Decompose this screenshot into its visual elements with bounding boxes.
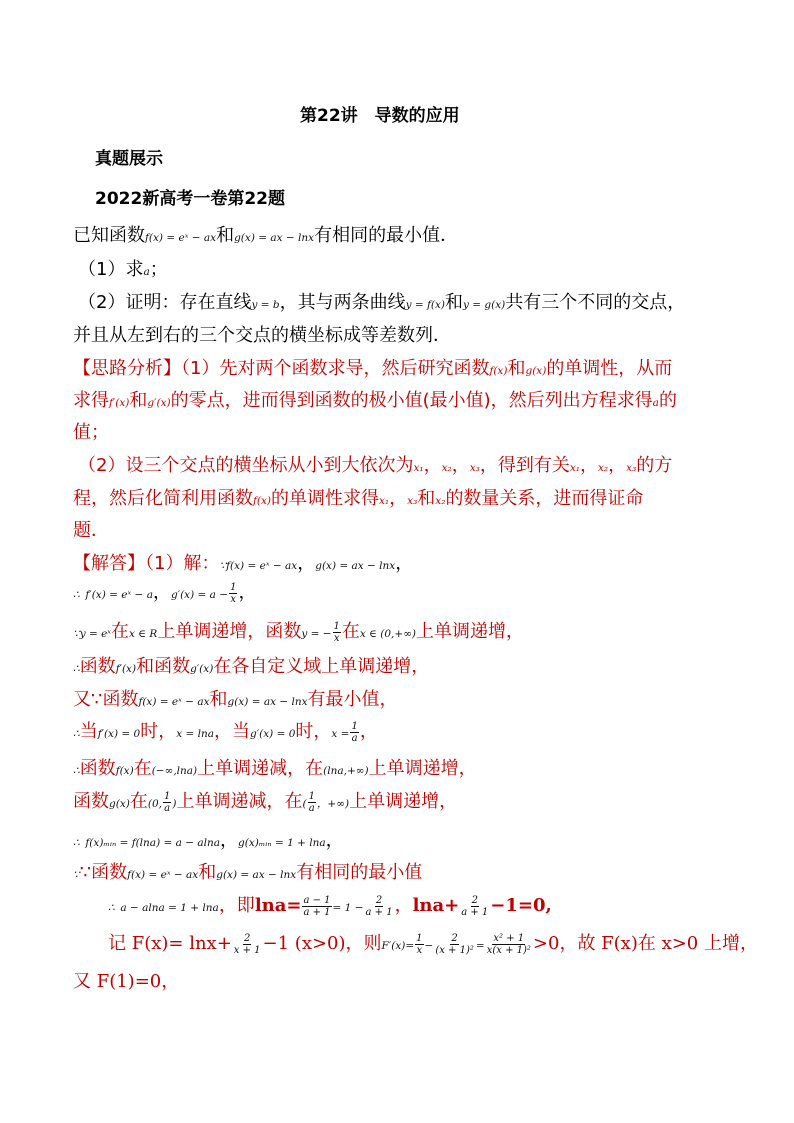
analysis-label: 【思路分析】: [73, 358, 181, 379]
question-2: （2）证明：存在直线y = b，其与两条曲线y = f(x)和y = g(x)共有三个不同的交点，: [78, 292, 686, 313]
solution-line-8: 函数g(x)在(0, $\frac{1}{a}$ )上单调递减，在( $\frac{1}{a}$ ，+∞)上单调递增，: [73, 790, 458, 814]
solution-line-10: ∵∵函数f(x) = eˣ − ax和g(x) = ax − lnx有相同的最小值: [73, 862, 423, 883]
solution-line-9: ∴ f(x)ₘᵢₙ = f(lna) = a − alna，g(x)ₘᵢₙ = 1 + lna，: [73, 830, 344, 851]
solution-line-11: ∴ a − alna = 1 + lna，即lna= $\frac{a - 1}{a + 1}$ = 1 − $\frac{2}{a + 1}$ ，lna+ $\frac{2}{a + 1}$ −1=0,: [108, 894, 552, 918]
problem-source: 2022新高考一卷第22题: [95, 189, 285, 209]
problem-intro: 已知函数f(x) = eˣ − ax和g(x) = ax − lnx有相同的最小值．: [73, 225, 459, 246]
solution-line-4: ∴函数f′(x)和函数g′(x)在各自定义域上单调递增，: [73, 656, 430, 677]
solution-line-3: ∵y = eˣ在x ∈ R上单调递增，函数y = − $\frac{1}{x}$ 在x ∈ (0,+∞)上单调递增，: [73, 620, 525, 644]
section-heading: 真题展示: [95, 149, 163, 169]
analysis-line-1: 【思路分析】（1）先对两个函数求导，然后研究函数f(x)和g(x)的单调性，从而: [73, 358, 673, 379]
solution-line-6: ∴当f′(x) = 0时，x = lna，当g′(x) = 0时，x = $\frac{1}{a}$ ，: [73, 720, 378, 744]
solution-line-5: 又∵函数f(x) = eˣ − ax和g(x) = ax − lnx有最小值，: [73, 689, 398, 710]
analysis-line-4: （2）设三个交点的横坐标从小到大依次为x₁，x₂，x₃，得到有关x₁，x₂，x₃的方: [78, 455, 673, 476]
page-title: 第22讲 导数的应用: [300, 106, 460, 126]
solution-line-13: 又 F(1)=0，: [73, 971, 180, 992]
analysis-line-3: 值；: [73, 422, 109, 443]
solution-line-7: ∴函数f(x)在(−∞,lna)上单调递减，在(lna,+∞)上单调递增，: [73, 758, 477, 779]
solution-line-1: 【解答】（1）解：∵f(x) = eˣ − ax，g(x) = ax − lnx，: [73, 553, 414, 574]
solution-line-12: 记 F(x)= lnx+ $\frac{2}{x + 1}$ −1 (x>0)，则F′(x)= $\frac{1}{x}$ − $\frac{2}{\text{(x + 1)²}}$ = $\frac{\text{x² + 1}}{\text{x(x + 1)²}}$ >0，故 F(x)在 x>0 上增，: [108, 932, 758, 956]
question-1: （1）求a；: [78, 259, 168, 280]
solution-label: 【解答】: [73, 553, 145, 574]
analysis-line-6: 题．: [73, 520, 109, 541]
analysis-line-5: 程，然后化简利用函数f(x)的单调性求得x₁，x₃和x₂的数量关系，进而得证命: [73, 488, 644, 509]
question-2-line-2: 并且从左到右的三个交点的横坐标成等差数列．: [73, 325, 451, 346]
solution-line-2: ∴ f′(x) = eˣ − a，g′(x) = a − $\frac{1}{x}$ ，: [73, 581, 257, 605]
analysis-line-2: 求得f′(x)和g′(x)的零点，进而得到函数的极小值(最小值)，然后列出方程求得a的: [73, 390, 677, 411]
